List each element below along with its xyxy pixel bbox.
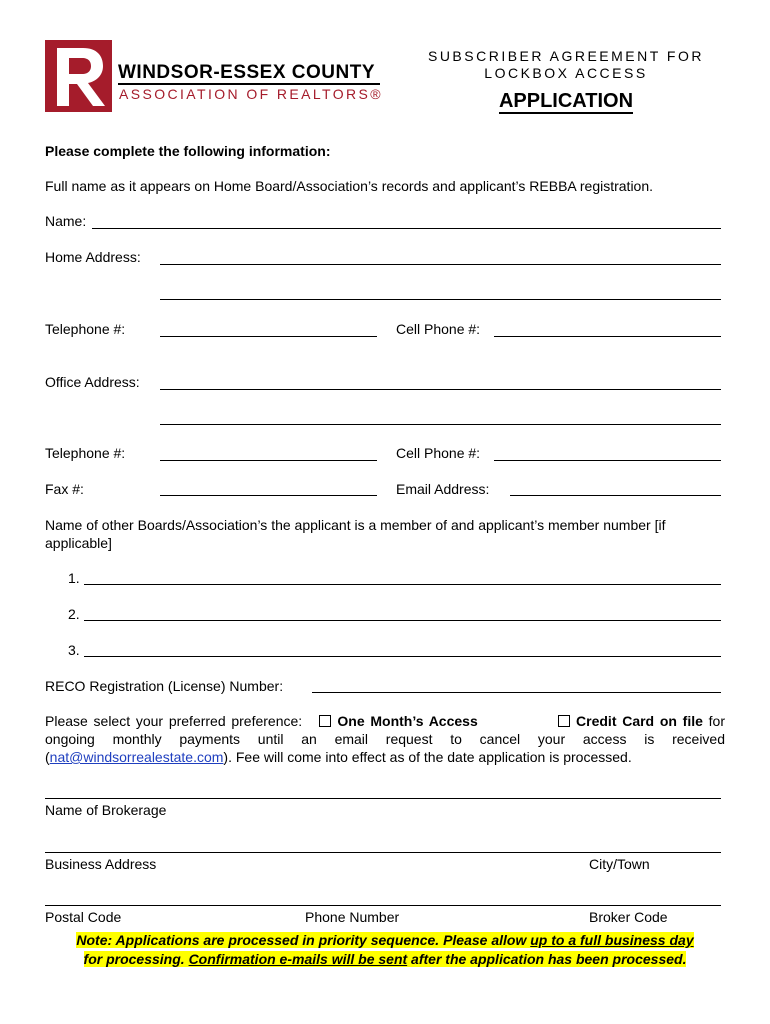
other-board-item-1-label: 1. — [68, 570, 80, 586]
cell-phone-field[interactable] — [494, 336, 721, 337]
reco-label: RECO Registration (License) Number: — [45, 678, 284, 694]
other-boards-text: Name of other Boards/Association’s the applicant is a member of and applicant’s member number [if applicable] — [45, 517, 666, 551]
other-board-field-2[interactable] — [84, 620, 721, 621]
phone-number-label: Phone Number — [305, 909, 400, 925]
fax-field[interactable] — [160, 495, 377, 496]
form-instruction: Full name as it appears on Home Board/Association’s records and applicant’s REBBA registration. — [45, 178, 654, 194]
postal-phone-broker-field[interactable] — [45, 905, 721, 906]
page-title: APPLICATION — [498, 90, 634, 112]
form-intro: Please complete the following information: — [45, 143, 331, 159]
office-cell-phone-field[interactable] — [494, 460, 721, 461]
city-label: City/Town — [589, 856, 650, 872]
email-label: Email Address: — [396, 481, 490, 497]
other-board-field-3[interactable] — [84, 656, 721, 657]
office-address-field-1[interactable] — [160, 389, 721, 390]
realtor-r-logo-icon — [45, 40, 112, 112]
office-cell-phone-label: Cell Phone #: — [396, 445, 481, 461]
option-one-month[interactable]: One Month’s Access — [319, 713, 477, 729]
preference-rest: for ongoing monthly payments until an email request to cancel your access is received ( — [45, 713, 725, 765]
logo-divider — [118, 83, 380, 85]
office-telephone-field[interactable] — [160, 460, 377, 461]
processing-note: Note: Applications are processed in priority sequence. Please allow up to a full business day for processing. Confirmation e-mails will be sent after the application has been processed. — [76, 932, 694, 967]
home-address-label: Home Address: — [45, 249, 141, 265]
telephone-field[interactable] — [160, 336, 377, 337]
home-address-field-2[interactable] — [160, 299, 721, 300]
preference-paragraph — [45, 712, 725, 766]
office-telephone-label: Telephone #: — [45, 445, 126, 461]
name-field[interactable] — [92, 228, 721, 229]
business-address-label: Business Address — [45, 856, 157, 872]
business-address-field[interactable] — [45, 852, 721, 853]
fax-label: Fax #: — [45, 481, 84, 497]
broker-code-label: Broker Code — [589, 909, 668, 925]
name-label: Name: — [45, 213, 87, 229]
header-line-1: SUBSCRIBER AGREEMENT FOR — [427, 48, 704, 64]
cell-phone-label: Cell Phone #: — [396, 321, 481, 337]
logo-name: WINDSOR-ESSEX COUNTY — [118, 62, 376, 83]
other-board-item-3-label: 3. — [68, 642, 80, 658]
office-address-field-2[interactable] — [160, 424, 721, 425]
other-board-field-1[interactable] — [84, 584, 721, 585]
preference-rest-2: ). Fee will come into effect as of the date application is processed. — [223, 749, 632, 765]
other-board-item-2-label: 2. — [68, 606, 80, 622]
checkbox-icon[interactable] — [319, 715, 331, 727]
logo-mark — [45, 40, 112, 112]
reco-number-field[interactable] — [312, 692, 721, 693]
preference-intro: Please select your preferred preference: — [45, 713, 303, 729]
telephone-label: Telephone #: — [45, 321, 126, 337]
postal-code-label: Postal Code — [45, 909, 122, 925]
brokerage-label: Name of Brokerage — [45, 802, 167, 818]
brokerage-field[interactable] — [45, 798, 721, 799]
email-field[interactable] — [510, 495, 721, 496]
home-address-field-1[interactable] — [160, 264, 721, 265]
option-credit-card[interactable]: Credit Card on file — [558, 713, 703, 729]
logo-subtitle: ASSOCIATION OF REALTORS® — [119, 86, 383, 102]
header-line-2: LOCKBOX ACCESS — [484, 65, 648, 81]
checkbox-icon[interactable] — [558, 715, 570, 727]
office-address-label: Office Address: — [45, 374, 140, 390]
email-link[interactable]: nat@windsorrealestate.com — [49, 749, 224, 765]
